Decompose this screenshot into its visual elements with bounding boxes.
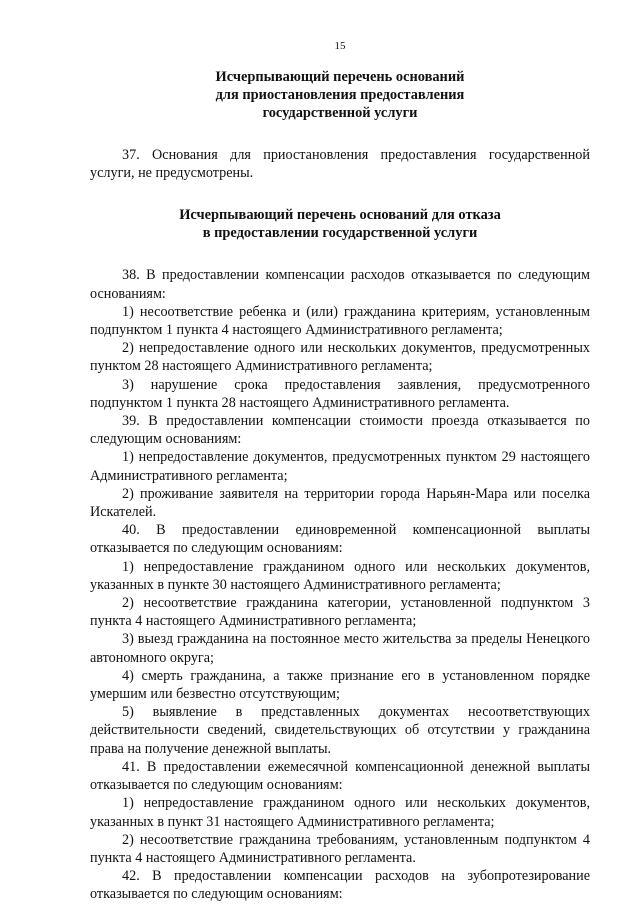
paragraph: 2) непредоставление одного или нескольких документов, предусмотренных пунктом 28 настоящего Административного регламента;	[90, 340, 590, 375]
paragraph: 39. В предоставлении компенсации стоимости проезда отказывается по следующим основаниям:	[90, 413, 590, 448]
paragraph: 1) непредоставление гражданином одного или нескольких документов, указанных в пункт 31 настоящего Административного регламента;	[90, 795, 590, 830]
page-number: 15	[334, 40, 346, 52]
paragraph: 3) нарушение срока предоставления заявления, предусмотренного подпунктом 1 пункта 28 настоящего Административного регламента.	[90, 376, 590, 411]
paragraph: 41. В предоставлении ежемесячной компенсационной денежной выплаты отказывается по следующим основаниям:	[90, 758, 590, 794]
paragraph: 42. В предоставлении компенсации расходов на зубопротезирование отказывается по следующим основаниям:	[90, 868, 590, 903]
section-heading-suspension	[90, 68, 590, 122]
heading-line: Исчерпывающий перечень оснований	[215, 69, 465, 85]
heading-line: в предоставлении государственной услуги	[202, 225, 478, 242]
heading-line: для приостановления предоставления	[215, 87, 465, 103]
paragraph: 2) несоответствие гражданина категории, установленной подпунктом 3 пункта 4 настоящего Административного регламента;	[90, 595, 590, 630]
paragraph: 1) непредоставление документов, предусмотренных пунктом 29 настоящего Административного регламента;	[90, 449, 590, 484]
heading-line: государственной услуги	[262, 105, 418, 121]
section-heading-refusal	[90, 206, 590, 242]
paragraph: 2) проживание заявителя на территории города Нарьян-Мара или поселка Искателей.	[90, 485, 590, 521]
refusal-grounds-list	[90, 266, 590, 903]
paragraph: 3) выезд гражданина на постоянное место жительства за пределы Ненецкого автономного округа;	[90, 631, 590, 666]
paragraph: 40. В предоставлении единовременной компенсационной выплаты отказывается по следующим основаниям:	[90, 522, 590, 557]
heading-line: Исчерпывающий перечень оснований для отказа	[179, 207, 501, 224]
paragraph: 5) выявление в представленных документах несоответствующих действительности сведений, свидетельствующих об отсутствии у гражданина права на получение денежной выплаты.	[90, 704, 590, 757]
paragraph: 1) непредоставление гражданином одного или нескольких документов, указанных в пункте 30 настоящего Административного регламента;	[90, 558, 590, 593]
paragraph: 1) несоответствие ребенка и (или) гражданина критериям, установленным подпунктом 1 пункта 4 настоящего Административного регламента;	[90, 303, 590, 339]
paragraph: 2) несоответствие гражданина требованиям, установленным подпунктом 4 пункта 4 настоящего Административного регламента.	[90, 831, 590, 866]
paragraph: 38. В предоставлении компенсации расходов отказывается по следующим основаниям:	[90, 267, 590, 302]
paragraph: 4) смерть гражданина, а также признание его в установленном порядке умершим или безвестно отсутствующим;	[90, 667, 590, 703]
paragraph-37: 37. Основания для приостановления предоставления государственной услуги, не предусмотрены.	[90, 147, 590, 182]
